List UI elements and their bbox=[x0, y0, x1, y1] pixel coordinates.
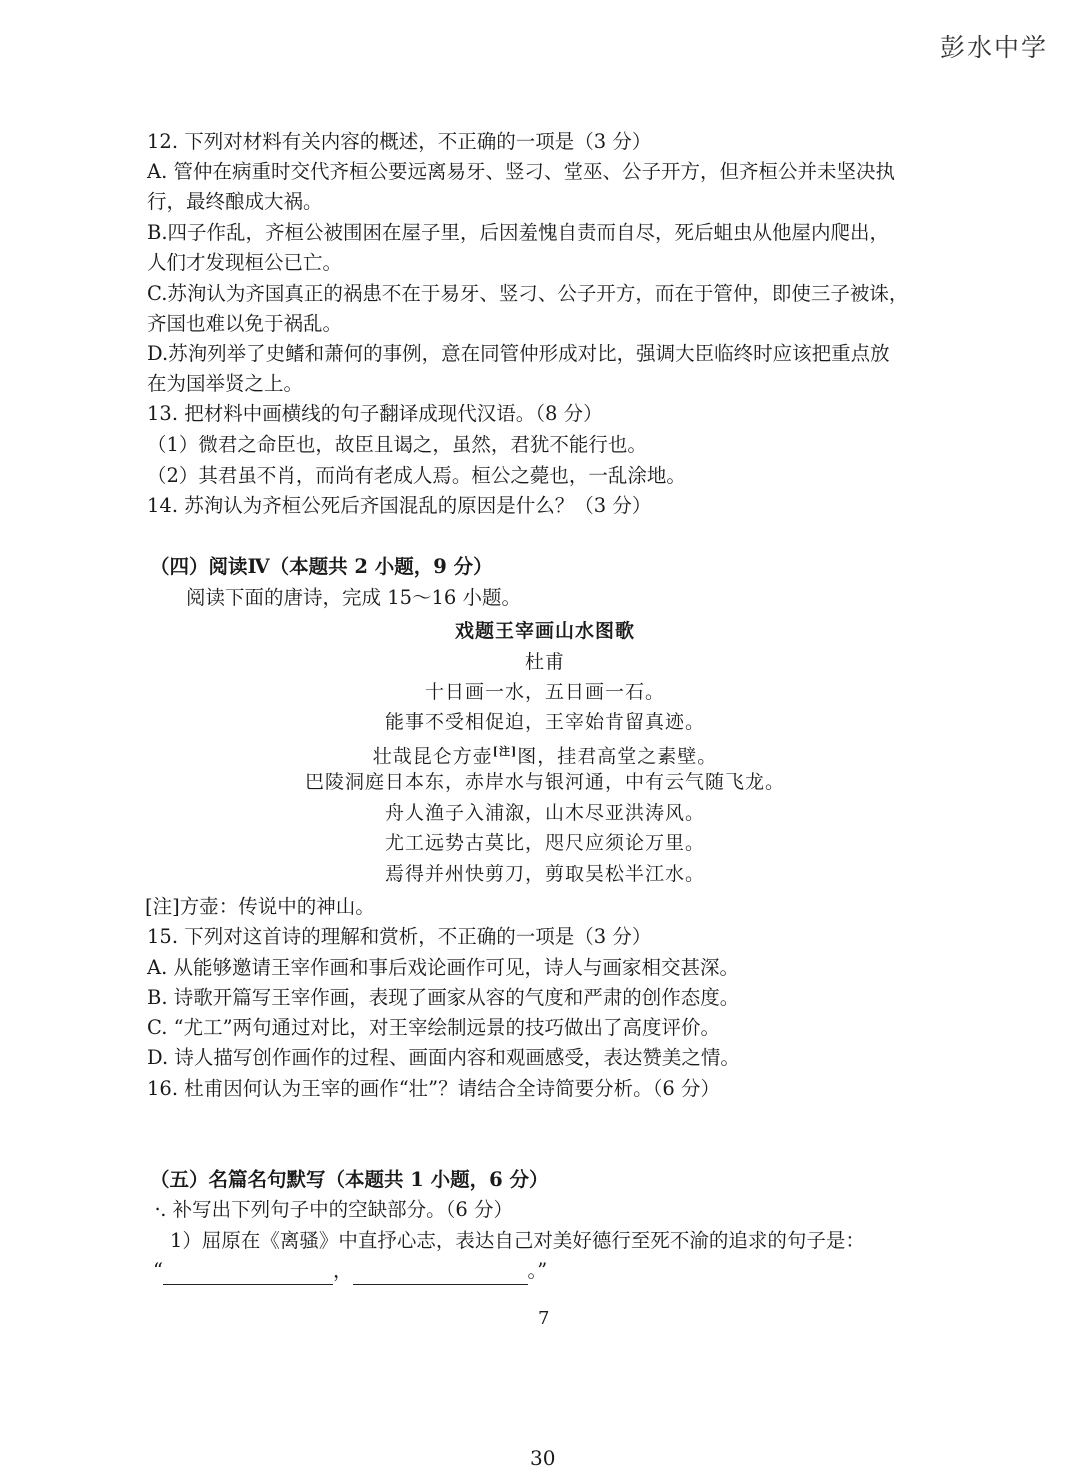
q17-answer-line bbox=[153, 1257, 547, 1285]
section4-heading: （四）阅读Ⅳ（本题共 2 小题，9 分） bbox=[150, 555, 493, 578]
open-quote: “ bbox=[153, 1259, 163, 1282]
q13-sentence-1: （1）微君之命臣也，故臣且谒之，虽然，君犹不能行也。 bbox=[147, 433, 647, 456]
page-number: 7 bbox=[538, 1308, 550, 1329]
poem-line-3 bbox=[0, 738, 1080, 770]
q17-stem: ⸱. 补写出下列句子中的空缺部分。（6 分） bbox=[155, 1198, 513, 1221]
scan-page-number: 30 bbox=[530, 1446, 556, 1470]
q12-option-d-line2: 在为国举贤之上。 bbox=[147, 372, 304, 395]
poem-line-2: 能事不受相促迫，王宰始肯留真迹。 bbox=[384, 711, 705, 733]
q12-option-c-line1: C.苏洵认为齐国真正的祸患不在于易牙、竖刁、公子开方，而在于管仲，即使三子被诛， bbox=[147, 282, 909, 305]
section4-intro: 阅读下面的唐诗，完成 15～16 小题。 bbox=[186, 586, 522, 609]
close-quote: 。” bbox=[527, 1259, 548, 1282]
q15-stem: 15. 下列对这首诗的理解和赏析，不正确的一项是（3 分） bbox=[147, 925, 652, 948]
poem-line-1: 十日画一水，五日画一石。 bbox=[424, 681, 665, 703]
poem-line-3-part2: 图，挂君高堂之素壁。 bbox=[517, 745, 718, 768]
q14-stem: 14. 苏洵认为齐桓公死后齐国混乱的原因是什么？（3 分） bbox=[147, 494, 652, 517]
answer-blank-2[interactable] bbox=[353, 1264, 528, 1285]
q12-option-c-line2: 齐国也难以免于祸乱。 bbox=[147, 312, 343, 335]
poem-line-5: 舟人渔子入浦溆，山木尽亚洪涛风。 bbox=[384, 802, 705, 824]
q17-item-1: 1）屈原在《离骚》中直抒心志，表达自己对美好德行至死不渝的追求的句子是： bbox=[170, 1229, 865, 1252]
poem-note-marker: [注] bbox=[492, 745, 518, 758]
school-watermark: 彭水中学 bbox=[940, 33, 1049, 62]
poem-footnote: [注]方壶：传说中的神山。 bbox=[145, 895, 375, 918]
q12-option-a-line2: 行，最终酿成大祸。 bbox=[147, 190, 323, 213]
q15-option-c: C. “尤工”两句通过对比，对王宰绘制远景的技巧做出了高度评价。 bbox=[147, 1016, 721, 1039]
poem-line-3-part1: 壮哉昆仑方壶 bbox=[372, 745, 493, 768]
poem-line-6: 尤工远势古莫比，咫尺应须论万里。 bbox=[384, 832, 705, 854]
q12-option-a-line1: A. 管仲在病重时交代齐桓公要远离易牙、竖刁、堂巫、公子开方，但齐桓公并未坚决执 bbox=[147, 160, 895, 183]
answer-blank-1[interactable] bbox=[163, 1264, 333, 1285]
q12-option-b-line1: B.四子作乱，齐桓公被围困在屋子里，后因羞愧自责而自尽，死后蛆虫从他屋内爬出， bbox=[147, 221, 890, 244]
q12-option-b-line2: 人们才发现桓公已亡。 bbox=[147, 251, 343, 274]
q15-option-d: D. 诗人描写创作画作的过程、画面内容和观画感受，表达赞美之情。 bbox=[147, 1046, 740, 1069]
blank-separator: ， bbox=[332, 1259, 353, 1282]
q13-stem: 13. 把材料中画横线的句子翻译成现代汉语。（8 分） bbox=[147, 402, 603, 425]
q12-stem: 12. 下列对材料有关内容的概述，不正确的一项是（3 分） bbox=[147, 130, 652, 153]
section5-heading: （五）名篇名句默写（本题共 1 小题，6 分） bbox=[150, 1168, 549, 1191]
poem-title: 戏题王宰画山水图歌 bbox=[454, 620, 635, 642]
q15-option-b: B. 诗歌开篇写王宰作画，表现了画家从容的气度和严肃的创作态度。 bbox=[147, 986, 740, 1009]
q13-sentence-2: （2）其君虽不肖，而尚有老成人焉。桓公之薨也，一乱涂地。 bbox=[147, 464, 686, 487]
q15-option-a: A. 从能够邀请王宰作画和事后戏论画作可见，诗人与画家相交甚深。 bbox=[147, 956, 739, 979]
q12-option-d-line1: D.苏洵列举了史鳍和萧何的事例，意在同管仲形成对比，强调大臣临终时应该把重点放 bbox=[147, 342, 890, 365]
q16-stem: 16. 杜甫因何认为王宰的画作“壮”？请结合全诗简要分析。（6 分） bbox=[147, 1077, 721, 1100]
poem-line-4: 巴陵洞庭日本东，赤岸水与银河通，中有云气随飞龙。 bbox=[304, 771, 785, 793]
poem-author: 杜甫 bbox=[524, 651, 565, 673]
poem-line-7: 焉得并州快剪刀，剪取吴松半江水。 bbox=[384, 863, 705, 885]
